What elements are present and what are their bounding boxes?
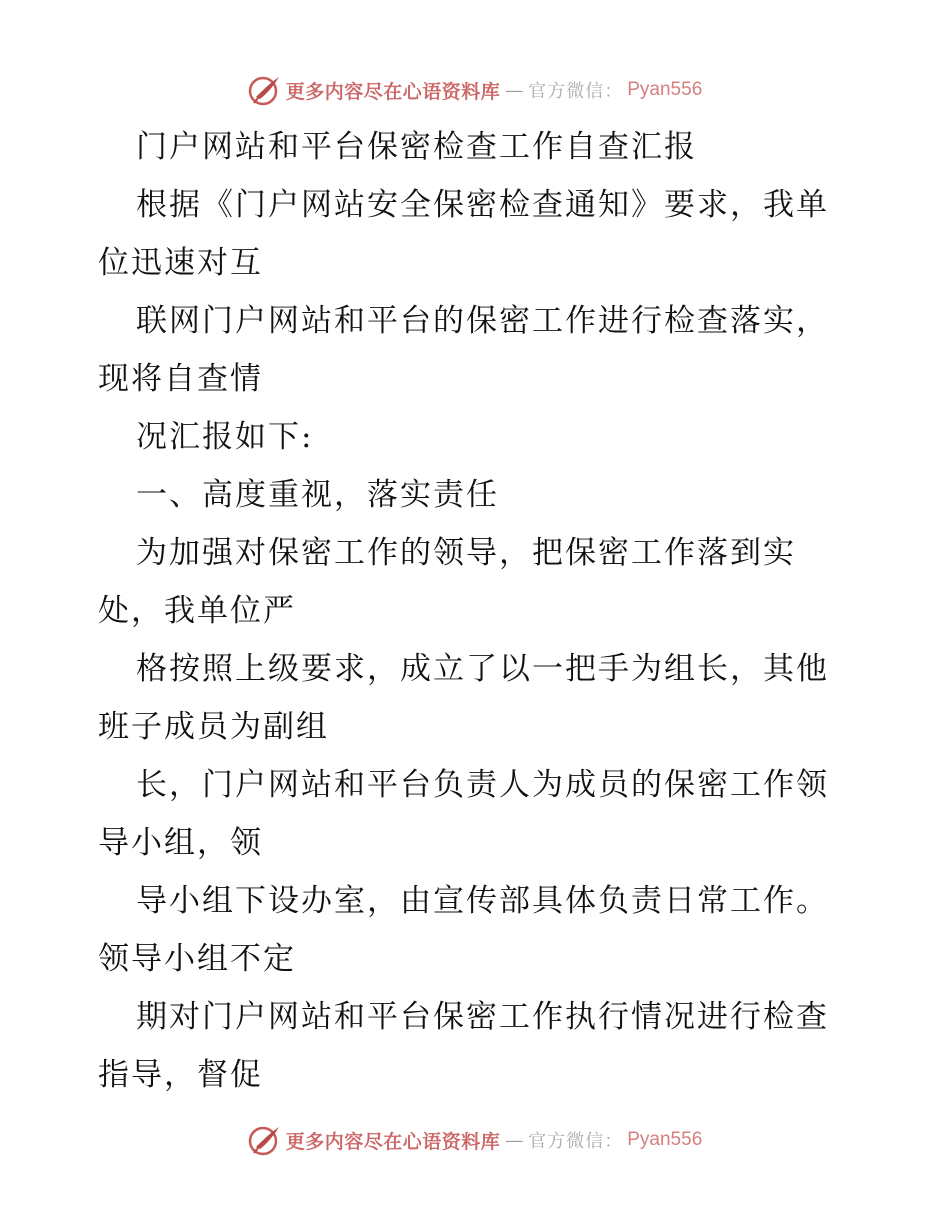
feather-quill-logo-icon <box>248 1123 282 1157</box>
paragraph-line: 联网门户网站和平台的保密工作进行检查落实， <box>136 303 829 339</box>
paragraph-line: 为加强对保密工作的领导，把保密工作落到实 <box>136 535 796 571</box>
watermark-sub-text: 官方微信： <box>528 1131 624 1152</box>
section-heading: 一、高度重视，落实责任 <box>136 477 499 513</box>
document-body <box>98 118 858 1104</box>
paragraph-line: 格按照上级要求，成立了以一把手为组长，其他 <box>136 651 829 687</box>
document-title: 门户网站和平台保密检查工作自查汇报 <box>136 129 697 165</box>
feather-quill-logo-icon <box>248 73 282 107</box>
paragraph-line: 导小组下设办室，由宣传部具体负责日常工作。 <box>136 883 829 919</box>
paragraph-line: 位迅速对互 <box>98 245 263 281</box>
watermark-wechat-id: Pyan556 <box>627 79 703 100</box>
header-watermark-inner <box>248 73 703 107</box>
paragraph-line: 导小组，领 <box>98 825 263 861</box>
watermark-main-text: 更多内容尽在心语资料库 <box>285 80 501 103</box>
watermark-dash: — <box>505 1129 524 1151</box>
paragraph-line: 指导，督促 <box>98 1057 263 1093</box>
footer-watermark-inner <box>248 1123 703 1157</box>
paragraph-line: 现将自查情 <box>98 361 263 397</box>
watermark-wechat-id: Pyan556 <box>627 1129 703 1150</box>
header-watermark <box>0 70 950 110</box>
paragraph-line: 处，我单位严 <box>98 593 296 629</box>
paragraph-line: 期对门户网站和平台保密工作执行情况进行检查 <box>136 999 829 1035</box>
footer-watermark <box>0 1120 950 1160</box>
paragraph-line: 况汇报如下: <box>136 419 314 455</box>
paragraph-line: 根据《门户网站安全保密检查通知》要求，我单 <box>136 187 829 223</box>
paragraph-line: 领导小组不定 <box>98 941 296 977</box>
watermark-dash: — <box>505 79 524 101</box>
watermark-sub-text: 官方微信： <box>528 81 624 102</box>
paragraph-line: 长，门户网站和平台负责人为成员的保密工作领 <box>136 767 829 803</box>
paragraph-line: 班子成员为副组 <box>98 709 329 745</box>
watermark-main-text: 更多内容尽在心语资料库 <box>285 1130 501 1153</box>
